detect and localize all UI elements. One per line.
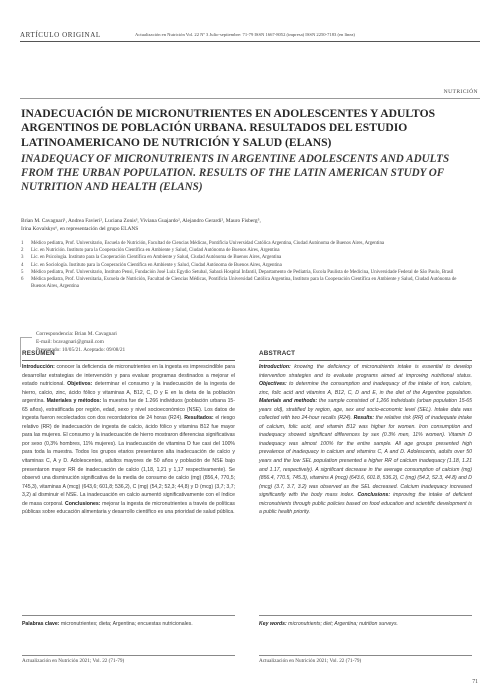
resumen-intro: conocer la deficiencia de micronutrientes en la ingesta es imprescindible para desarrollar estrategias de intervención y para evaluar programas destinados a mejorar el estado nutricional. [22, 364, 235, 388]
author-list [21, 218, 481, 234]
resumen-materiales-label: Materiales y métodos: [46, 398, 102, 405]
palabras-clave-label: Palabras clave: [22, 621, 60, 627]
affiliation-item [21, 240, 476, 247]
abstract-conclusions: improving the intake of deficient micronutrients through public policies based on food education and scientific development is a public health priority. [259, 492, 472, 516]
abstract-results: the relative risk (RR) of inadequate intake of calcium, folic acid, and vitamin B12 was higher for women. Iron consumption and inadequacy showed significant differences by sex (0.3% men, 11% women). Vitamin D inadequacy was almost 100% for the entire sample. All age groups presented high prevalence of inadequacy in calcium and vitamins C, A and D. Adolescents, adults over 50 years and the low SEL population presented a higher RR of calcium inadequacy (1.18, 1.21 and 1.17, respectively). A significant decrease in the average consumption of calcium (mg) (856.4, 770.5, 745.3), vitamins A (mcg) (643.6, 601.8, 536.2), C (mg) (54.2, 52.3, 44.8) and D (mcg) (3.7, 3.7, 3.2) was observed as the SEL decreased. Calcium inadequacy increased significantly with the body mass index. [259, 415, 473, 499]
footer-divider-left [22, 655, 235, 656]
affiliation-number: 6 [21, 277, 24, 283]
keywords-divider-right [259, 615, 472, 616]
affiliation-text: Médico pediatra, Prof. Universitario, Instituto Pensi, Fundación José Luiz Egydio Setubal, Sabará Hospital Infantil, Departamento de Pediatria, Escola Paulista de Medicina, Universidade Federal de São Paulo, Brasil [31, 269, 454, 275]
abstract-column [259, 350, 472, 517]
resumen-materiales: la muestra fue de 1.266 individuos (población urbana 15-65 años), estratificada por región, edad, sexo y nivel socioeconómico (NSE). Los datos de ingesta fueron recolectados con dos recordatorios de 24 horas (R24). [22, 398, 235, 422]
correspondence-email: E-mail: bcavagnari@gmail.com [36, 338, 104, 345]
abstract-intro-label: Introduction: [259, 364, 291, 370]
footer-divider-right [259, 655, 472, 656]
palabras-clave [22, 620, 235, 628]
abstract-conclusions-label: Conclusions: [357, 492, 391, 499]
footer-citation-right: Actualización en Nutrición 2021; Vol. 22 (71-79) [259, 658, 362, 664]
palabras-clave-text: micronutrientes; dieta; Argentina; encuestas nutricionales. [60, 621, 193, 627]
correspondence-bracket-tick [20, 337, 32, 338]
resumen-column [22, 350, 235, 517]
title-spanish: INADECUACIÓN DE MICRONUTRIENTES EN ADOLESCENTES Y ADULTOS ARGENTINOS DE POBLACIÓN URBANA. RESULTADOS DEL ESTUDIO LATINOAMERICANO DE NUTRICIÓN Y SALUD (ELANS) [21, 107, 436, 149]
affiliation-number: 2 [21, 248, 24, 254]
affiliation-text: Médico pediatra, Prof. Universitario, Escuela de Nutrición, Facultad de Ciencias Médicas, Pontificia Universidad Católica Argentina, Ciudad Autónoma de Buenos Aires, Argentina [31, 241, 385, 246]
abstract-heading: ABSTRACT [259, 350, 296, 357]
resumen-rule [22, 360, 235, 361]
abstract-materials: the sample consisted of 1,266 individuals (urban population 15-65 years old), stratified by region, age, sex and socio-economic level (SEL). Intake data was collected with two 24-hour recalls (R24). [259, 398, 472, 422]
section-label: ARTÍCULO ORIGINAL [20, 31, 101, 39]
footer-citation-left: Actualización en Nutrición 2021; Vol. 22 (71-79) [22, 658, 125, 664]
resumen-resultados: el riesgo relativo (RR) de inadecuación de ingesta de calcio, ácido fólico y vitamina B12 fue mayor para las mujeres. El consumo y la inadecuación de hierro mostraron diferencias significativas por sexo (0,3% hombres, 11% mujeres). La inadecuación de vitamina D fue casi del 100% para toda la muestra. Todos los grupos etarios presentaron alta inadecuación de calcio y vitaminas C, A y D. Adolescentes, adultos mayores de 50 años y población de NSE bajo presentaron mayor RR de inadecuación de calcio (1,18, 1,21 y 1,17 respectivamente). Se observó una disminución significativa de la media de consumo de calcio (mg) (856,4, 770,5; 745,3), vitaminas A (mcg) (643,6; 601,8; 536,2), C (mg) (54,2; 52,3; 44,8) y D (mcg) (3,7; 3,7; 3,2) al disminuir el NSE. La inadecuación en calcio aumentó significativamente con el índice de masa corporal. [22, 415, 236, 507]
author-line-2: Irina Kovalskys⁶, en representación del grupo ELANS [21, 225, 139, 232]
abstract-materials-label: Materials and methods: [259, 398, 318, 405]
resumen-objetivos: determinar el consumo y la inadecuación de la ingesta de hierro, calcio, zinc, ácido fólico y vitaminas A, B12, C, D y E en la dieta de la población argentina. [22, 381, 235, 405]
key-words-text: micronutrients; diet; Argentina; nutrition surveys. [288, 621, 398, 627]
affiliation-number: 4 [21, 262, 24, 268]
subsection-divider [20, 98, 480, 99]
resumen-body [22, 363, 235, 517]
abstract-objectives-label: Objectives: [259, 381, 287, 388]
affiliation-item [21, 247, 476, 254]
affiliation-item [21, 254, 476, 261]
resumen-resultados-label: Resultados: [184, 415, 214, 422]
resumen-conclusiones-label: Conclusiones: [65, 500, 101, 507]
affiliation-text: Lic. en Sociología. Instituto para la Cooperación Científica en Ambiente y Salud, Ciudad Autónoma de Buenos Aires, Argentina [31, 262, 282, 268]
correspondence-dates: Presentado: 10/05/21. Aceptado: 09/08/21 [36, 346, 126, 353]
author-line-1: Brian M. Cavagnari¹, Andrea Favieri², Luciana Zonis³, Viviana Guajardo², Alejandro Gerardi², Mauro Fisberg⁵, [21, 218, 261, 224]
affiliation-text: Médica pediatra, Prof. Universitaria, Escuela de Nutrición, Facultad de Ciencias Médicas, Pontificia Universidad Católica Argentina, Instituto para la Cooperación Científica en Ambiente y Salud, Ciudad Autónoma de Buenos Aires, Argentina [31, 277, 457, 290]
header-divider [20, 41, 480, 42]
key-words-label: Key words: [259, 621, 287, 627]
affiliation-item [21, 269, 476, 276]
affiliation-item [21, 262, 476, 269]
affiliation-text: Lic. en Psicología. Instituto para la Cooperación Científica en Ambiente y Salud, Ciudad Autónoma de Buenos Aires, Argentina [31, 255, 282, 261]
affiliation-number: 3 [21, 255, 24, 261]
subsection-label: NUTRICIÓN [443, 89, 478, 95]
affiliation-item [21, 276, 476, 290]
affiliation-number: 5 [21, 269, 24, 275]
affiliations [21, 240, 476, 290]
abstract-results-label: Results: [353, 415, 374, 422]
journal-citation: Actualización en Nutrición Vol. 22 Nº 3 Julio-septiembre: 71-79 ISSN 1667-8052 (impresa) ISSN 2250-7183 (en línea) [135, 32, 355, 37]
correspondence-bracket [20, 337, 21, 367]
resumen-objetivos-label: Objetivos: [67, 381, 93, 388]
abstract-rule [259, 360, 472, 361]
resumen-conclusiones: mejorar la ingesta de micronutrientes a través de políticas públicas sobre educación alimentaria y desarrollo científico es una prioridad de salud pública. [22, 500, 235, 516]
key-words [259, 620, 472, 628]
title-english: INADEQUACY OF MICRONUTRIENTS IN ARGENTINE ADOLESCENTS AND ADULTS FROM THE URBAN POPULATION. RESULTS OF THE LATIN AMERICAN STUDY OF NUTRITION AND HEALTH (ELANS) [21, 153, 450, 194]
affiliation-number: 1 [21, 241, 24, 246]
abstract-body [259, 363, 472, 517]
abstract-objectives: to determine the consumption and inadequacy of the intake of iron, calcium, zinc, folic acid and vitamins A, B12, C, D and E, in the diet of the Argentine population. [259, 381, 472, 396]
resumen-intro-label: Introducción: [22, 364, 55, 370]
affiliation-text: Lic. en Nutrición. Instituto para la Cooperación Científica en Ambiente y Salud, Ciudad Autónoma de Buenos Aires, Argentina [31, 248, 280, 254]
abstract-intro: knowing the deficiency of micronutrients intake is essential to develop intervention strategies and to evaluate programs aimed at improving nutritional status. [259, 364, 472, 379]
resumen-heading: RESUMEN [22, 350, 55, 357]
keywords-divider-left [22, 615, 235, 616]
page-number: 71 [472, 679, 478, 685]
correspondence-name: Correspondencia: Brian M. Cavagnari [36, 331, 117, 337]
